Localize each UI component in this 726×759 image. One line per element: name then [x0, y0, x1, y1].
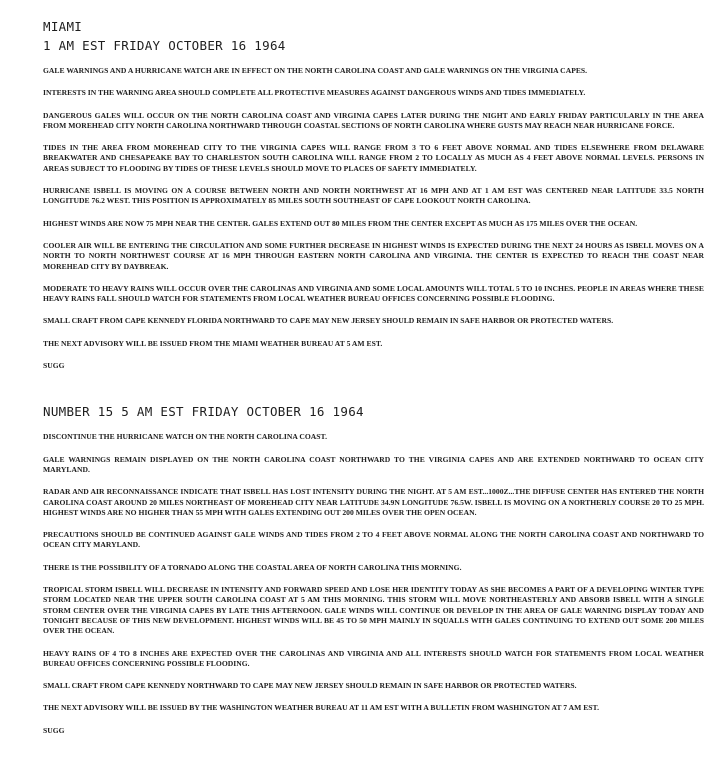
advisory-1-gale-warnings: GALE WARNINGS AND A HURRICANE WATCH ARE IN EFFECT ON THE NORTH CAROLINA COAST AND GALE WARNINGS ON THE VIRGINIA CAPES.: [43, 66, 588, 75]
advisory-2-gale-warnings: GALE WARNINGS REMAIN DISPLAYED ON THE NORTH CAROLINA COAST NORTHWARD TO THE VIRGINIA CAPES AND ARE EXTENDED NORTHWARD TO OCEAN CITY MARYLAND.: [43, 454, 704, 474]
advisory-1-next-advisory: THE NEXT ADVISORY WILL BE ISSUED FROM THE MIAMI WEATHER BUREAU AT 5 AM EST.: [43, 338, 383, 348]
advisory-2-radar-recon: RADAR AND AIR RECONNAISSANCE INDICATE THAT ISBELL HAS LOST INTENSITY DURING THE NIGHT. AT 5 AM EST...1000Z...THE DIFFUSE CENTER HAS ENTERED THE NORTH CAROLINA COAST AROUND 20 MILES NORTHEAST OF MOREHEAD CITY NEAR LATITUDE 34.9N LONGITUDE 76.5W. ISBELL IS MOVING ON A NORTHERLY COURSE 20 TO 25 MPH. HIGHEST WINDS ARE NO HIGHER THAN 55 MPH WITH GALES EXTENDING OUT 200 MILES OVER THE OPEN OCEAN.: [43, 487, 704, 517]
advisory-2-tornado: THERE IS THE POSSIBILITY OF A TORNADO ALONG THE COASTAL AREA OF NORTH CAROLINA THIS MORNING.: [43, 562, 462, 572]
advisory-1-small-craft: SMALL CRAFT FROM CAPE KENNEDY FLORIDA NORTHWARD TO CAPE MAY NEW JERSEY SHOULD REMAIN IN SAFE HARBOR OR PROTECTED WATERS.: [43, 316, 614, 326]
advisory-1-position: HURRICANE ISBELL IS MOVING ON A COURSE BETWEEN NORTH AND NORTH NORTHWEST AT 16 MPH AND AT 1 AM EST WAS CENTERED NEAR LATITUDE 33.5 NORTH LONGITUDE 76.2 WEST. THIS POSITION IS APPROXIMATELY 85 MILES SOUTH SOUTHEAST OF CAPE LOOKOUT NORTH CAROLINA.: [43, 186, 704, 206]
advisory-1-highest-winds: HIGHEST WINDS ARE NOW 75 MPH NEAR THE CENTER. GALES EXTEND OUT 80 MILES FROM THE CENTER EXCEPT AS MUCH AS 175 MILES OVER THE OCEAN.: [43, 218, 638, 228]
advisory-1-signature: SUGG: [43, 361, 65, 371]
advisory-2-tropical-storm: TROPICAL STORM ISBELL WILL DECREASE IN INTENSITY AND FORWARD SPEED AND LOSE HER IDENTITY TODAY AS SHE BECOMES A PART OF A DEVELOPING WINTER TYPE STORM LOCATED NEAR THE UPPER SOUTH CAROLINA COAST AT 5 AM THIS MORNING. THIS STORM WILL MOVE NORTHEASTERLY AND ABSORB ISBELL WITH A SINGLE STORM CENTER OVER THE VIRGINIA CAPES BY LATE THIS AFTERNOON. GALE WINDS WILL CONTINUE OR DEVELOP IN THE AREA OF GALE WARNING DISPLAY TODAY AND TONIGHT BECAUSE OF THIS NEW DEVELOPMENT. HIGHEST WINDS WILL BE 45 TO 50 MPH MAINLY IN SQUALLS WITH GALES CONTINUING TO EXTEND OUT SOME 200 MILES OVER THE OCEAN.: [43, 585, 704, 636]
advisory-2-precautions: PRECAUTIONS SHOULD BE CONTINUED AGAINST GALE WINDS AND TIDES FROM 2 TO 4 FEET ABOVE NORMAL ALONG THE NORTH CAROLINA COAST AND NORTHWARD TO OCEAN CITY MARYLAND.: [43, 530, 704, 550]
advisory-1-protective-measures: INTERESTS IN THE WARNING AREA SHOULD COMPLETE ALL PROTECTIVE MEASURES AGAINST DANGEROUS WINDS AND TIDES IMMEDIATELY.: [43, 88, 586, 98]
advisory-2-next-advisory: THE NEXT ADVISORY WILL BE ISSUED BY THE WASHINGTON WEATHER BUREAU AT 11 AM EST WITH A BULLETIN FROM WASHINGTON AT 7 AM EST.: [43, 703, 599, 713]
advisory-1-datetime: 1 AM EST FRIDAY OCTOBER 16 1964: [43, 38, 286, 53]
advisory-2: [43, 403, 704, 736]
advisory-2-small-craft: SMALL CRAFT FROM CAPE KENNEDY NORTHWARD TO CAPE MAY NEW JERSEY SHOULD REMAIN IN SAFE HARBOR OR PROTECTED WATERS.: [43, 681, 577, 691]
advisory-1-office: MIAMI: [43, 19, 83, 34]
advisory-1: [43, 18, 704, 371]
advisory-2-heavy-rains: HEAVY RAINS OF 4 TO 8 INCHES ARE EXPECTED OVER THE CAROLINAS AND VIRGINIA AND ALL INTERESTS SHOULD WATCH FOR STATEMENTS FROM LOCAL WEATHER BUREAU OFFICES CONCERNING POSSIBLE FLOODING.: [43, 648, 704, 668]
advisory-2-discontinue-watch: DISCONTINUE THE HURRICANE WATCH ON THE NORTH CAROLINA COAST.: [43, 432, 327, 442]
advisory-1-dangerous-gales: DANGEROUS GALES WILL OCCUR ON THE NORTH CAROLINA COAST AND VIRGINIA CAPES LATER DURING THE NIGHT AND EARLY FRIDAY PARTICULARLY IN THE AREA FROM MOREHEAD CITY NORTH CAROLINA NORTHWARD THROUGH COASTAL SECTIONS OF NORTH CAROLINA WHERE GUSTS MAY REACH NEAR HURRICANE FORCE.: [43, 110, 704, 130]
advisory-2-signature: SUGG: [43, 725, 65, 735]
advisory-1-forecast: COOLER AIR WILL BE ENTERING THE CIRCULATION AND SOME FURTHER DECREASE IN HIGHEST WINDS IS EXPECTED DURING THE NEXT 24 HOURS AS ISBELL MOVES ON A NORTH TO NORTH NORTHWEST COURSE AT 16 MPH THROUGH EASTERN NORTH CAROLINA AND VIRGINIA. THE CENTER IS EXPECTED TO REACH THE COAST NEAR MOREHEAD CITY BY DAYBREAK.: [43, 240, 704, 271]
advisory-1-rains: MODERATE TO HEAVY RAINS WILL OCCUR OVER THE CAROLINAS AND VIRGINIA AND SOME LOCAL AMOUNTS WILL TOTAL 5 TO 10 INCHES. PEOPLE IN AREAS WHERE THESE HEAVY RAINS FALL SHOULD WATCH FOR STATEMENTS FROM LOCAL WEATHER BUREAU OFFICES CONCERNING POSSIBLE FLOODING.: [43, 283, 704, 304]
advisory-2-heading: NUMBER 15 5 AM EST FRIDAY OCTOBER 16 1964: [43, 404, 364, 420]
advisory-1-tides: TIDES IN THE AREA FROM MOREHEAD CITY TO THE VIRGINIA CAPES WILL RANGE FROM 3 TO 6 FEET ABOVE NORMAL AND TIDES ELSEWHERE FROM DELAWARE BREAKWATER AND CHESAPEAKE BAY TO CHARLESTON SOUTH CAROLINA WILL RANGE FROM 2 TO LOCALLY AS MUCH AS 4 FEET ABOVE NORMAL LEVELS. PERSONS IN AREAS SUBJECT TO FLOODING BY TIDES OF THESE LEVELS SHOULD MOVE TO PLACES OF SAFETY IMMEDIATELY.: [43, 143, 704, 173]
